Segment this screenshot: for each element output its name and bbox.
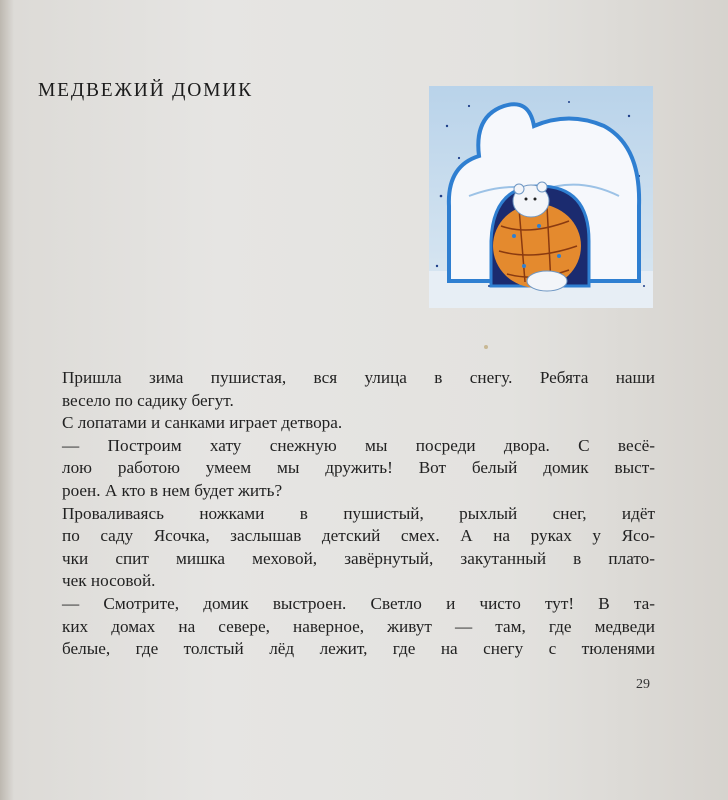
paper-smudge [484, 345, 488, 349]
story-title: МЕДВЕЖИЙ ДОМИК [38, 80, 253, 101]
bear-paws [527, 271, 567, 291]
text-line: лою работою умеем мы дружить! Вот белый домик выст- [62, 458, 655, 478]
page-number: 29 [636, 677, 650, 692]
text-line: роен. А кто в нем будет жить? [62, 480, 283, 500]
story-text [62, 367, 655, 661]
text-line: чек носовой. [62, 571, 156, 591]
text-line: чки спит мишка меховой, завёрнутый, закутанный в плато- [62, 548, 655, 568]
text-line: С лопатами и санками играет детвора. [62, 413, 343, 433]
text-line: по саду Ясочка, заслышав детский смех. А на руках у Ясо- [62, 526, 655, 546]
text-line: — Смотрите, домик выстроен. Светло и чисто тут! В та- [62, 593, 655, 613]
text-line: белые, где толстый лёд лежит, где на снегу с тюленями [62, 639, 655, 659]
text-line: — Построим хату снежную мы посреди двора. С весё- [62, 435, 655, 455]
page-spine-shadow [0, 0, 14, 800]
bear-eye-right [534, 198, 537, 201]
text-line: ких домах на севере, наверное, живут — там, где медведи [62, 616, 655, 636]
text-line: весело по садику бегут. [62, 390, 234, 410]
text-line: Пришла зима пушистая, вся улица в снегу. Ребята наши [62, 368, 655, 387]
bear-ear-right [537, 182, 547, 192]
bear-ear-left [514, 184, 524, 194]
bear-eye-left [525, 198, 528, 201]
snow-house-illustration [429, 86, 653, 308]
text-line: Проваливаясь ножками в пушистый, рыхлый снег, идёт [62, 503, 655, 523]
